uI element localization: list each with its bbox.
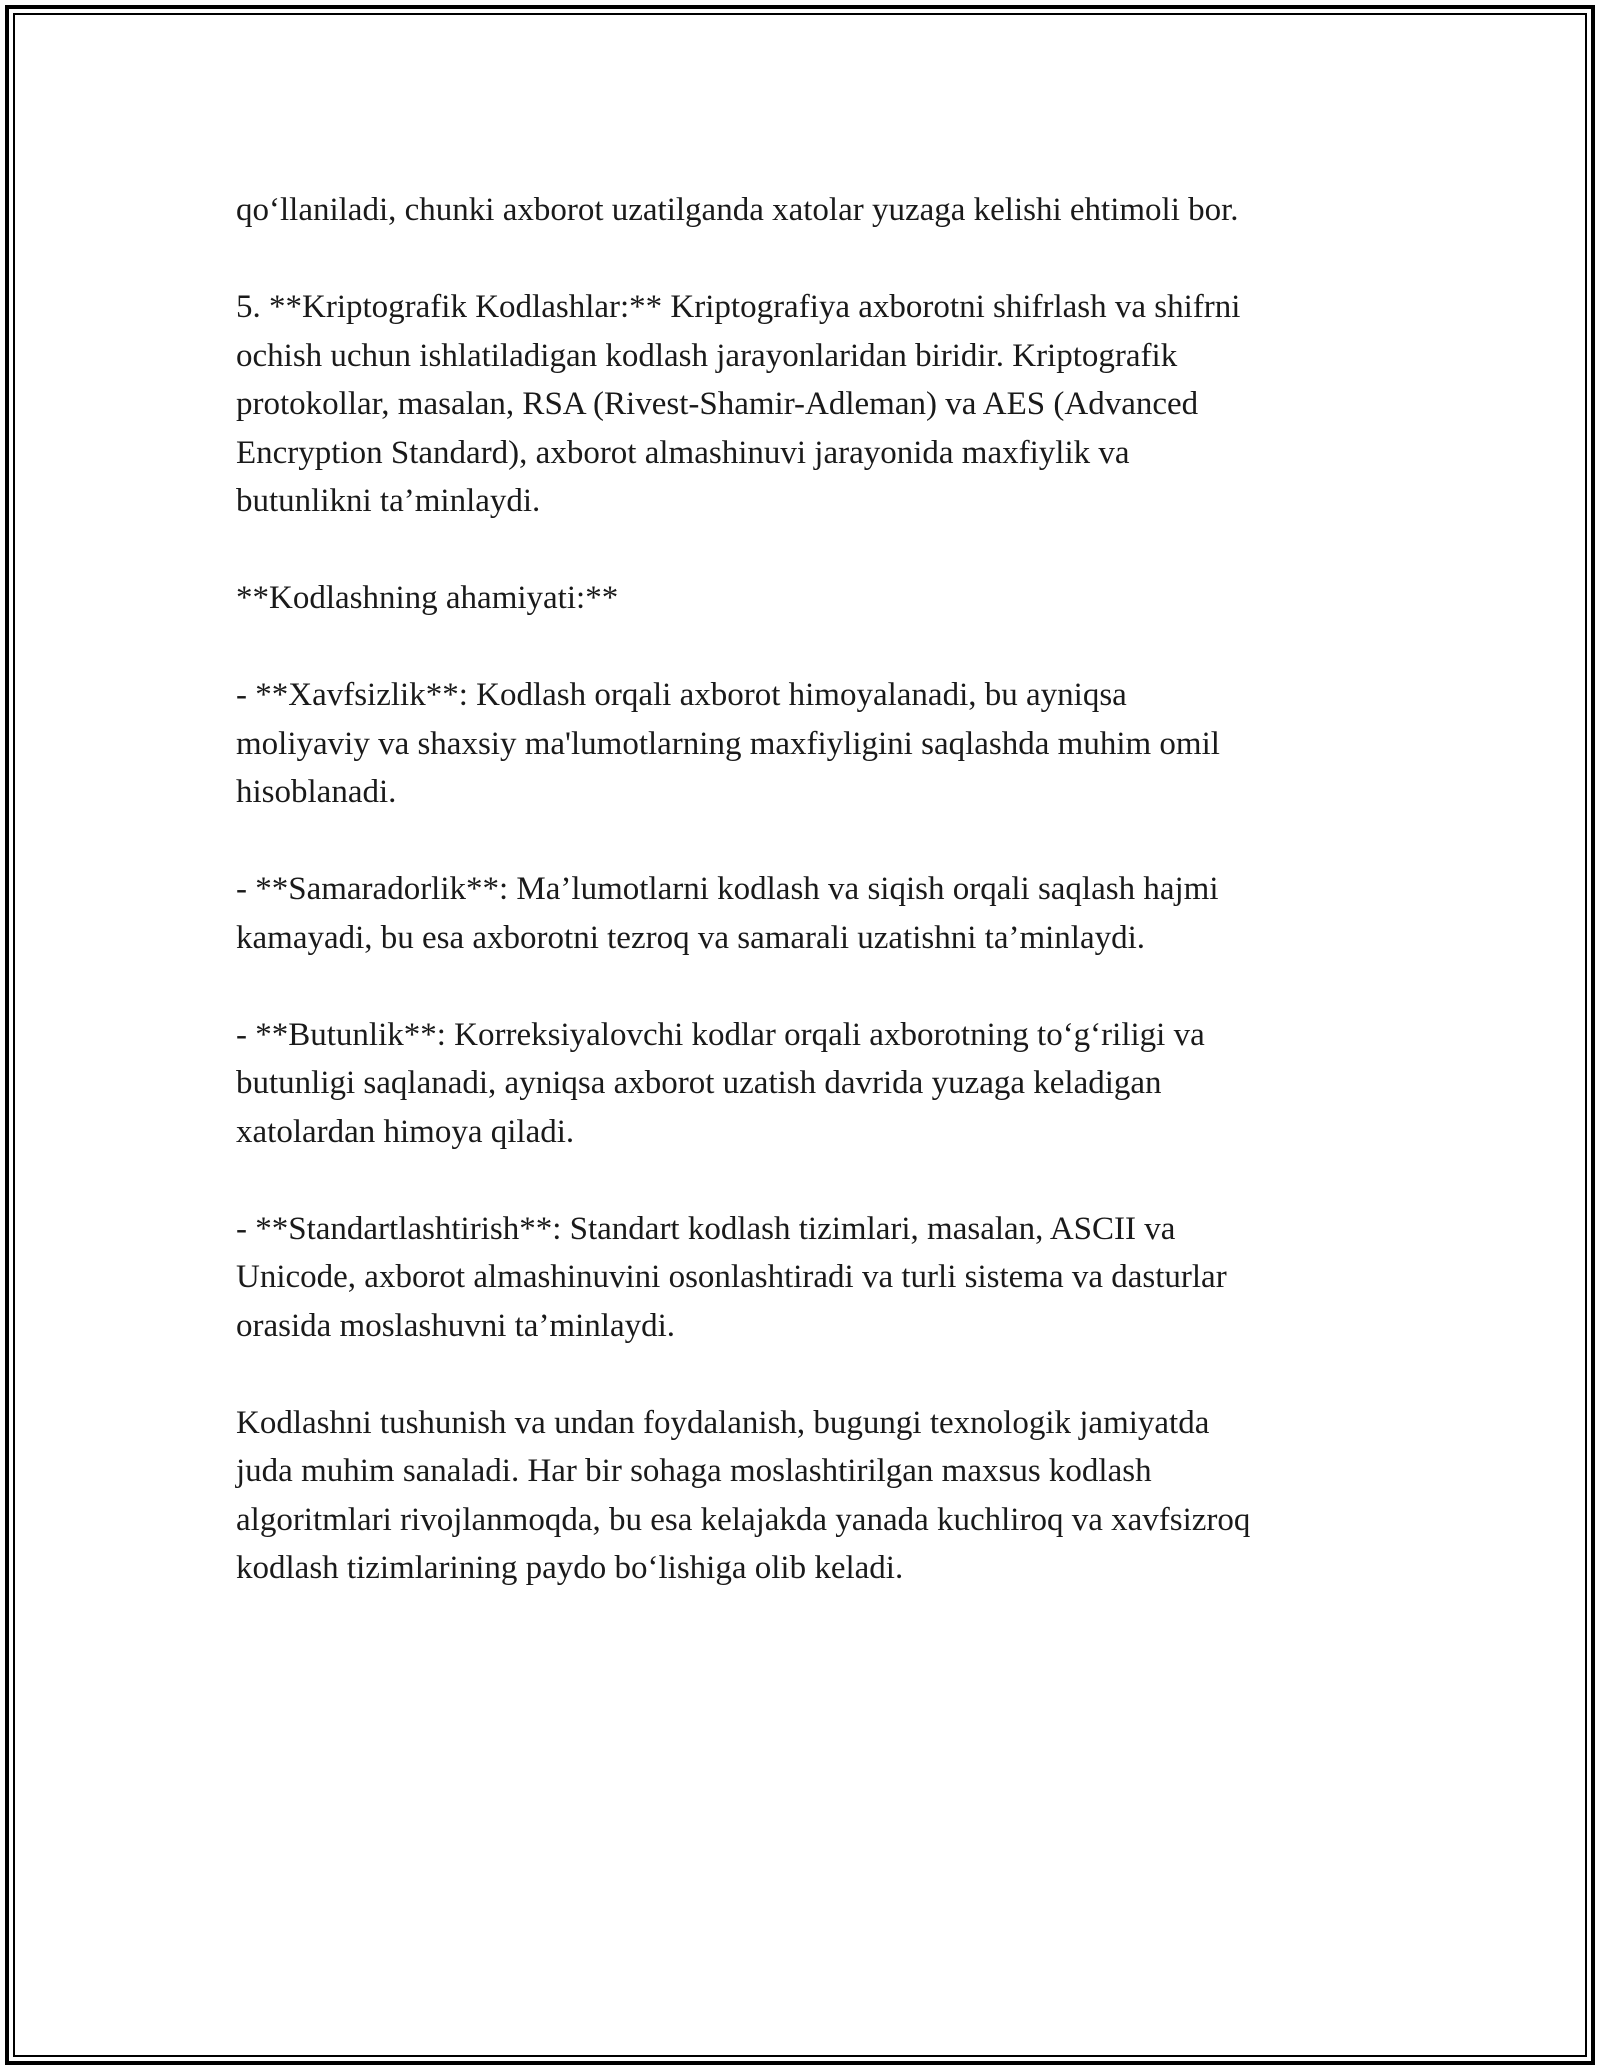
text-line: - **Butunlik**: Korreksiyalovchi kodlar orqali axborotning to‘g‘riligi va	[236, 1016, 1205, 1053]
text-line: protokollar, masalan, RSA (Rivest-Shamir-Adleman) va AES (Advanced	[236, 386, 1199, 422]
text-line: hisoblanadi.	[236, 774, 397, 810]
text-line: kodlash tizimlarining paydo bo‘lishiga olib keladi.	[236, 1550, 904, 1586]
text-line: Kodlashni tushunish va undan foydalanish, bugungi texnologik jamiyatda	[236, 1404, 1210, 1441]
text-line: moliyaviy va shaxsiy ma'lumotlarning maxfiyligini saqlashda muhim omil	[236, 725, 1220, 762]
document-body	[236, 186, 1371, 1593]
text-line: Encryption Standard), axborot almashinuvi jarayonida maxfiylik va	[236, 434, 1130, 471]
paragraph-item-5-kriptografik	[236, 283, 1371, 526]
paragraph-bullet-xavfsizlik	[236, 671, 1371, 817]
paragraph-bullet-butunlik	[236, 1011, 1371, 1157]
text-line: - **Xavfsizlik**: Kodlash orqali axborot himoyalanadi, bu ayniqsa	[236, 677, 1127, 713]
text-line: butunlikni ta’minlaydi.	[236, 483, 541, 519]
text-line: ochish uchun ishlatiladigan kodlash jarayonlaridan biridir. Kriptografik	[236, 337, 1178, 374]
paragraph-bullet-samaradorlik	[236, 865, 1371, 962]
text-line: orasida moslashuvni ta’minlaydi.	[236, 1307, 676, 1344]
text-line: xatolardan himoya qiladi.	[236, 1113, 575, 1150]
paragraph-heading-ahamiyati	[236, 574, 1371, 623]
text-line: 5. **Kriptografik Kodlashlar:** Kriptografiya axborotni shifrlash va shifrni	[236, 289, 1241, 325]
text-line: - **Standartlashtirish**: Standart kodlash tizimlari, masalan, ASCII va	[236, 1210, 1176, 1247]
text-line: butunligi saqlanadi, ayniqsa axborot uzatish davrida yuzaga keladigan	[236, 1065, 1162, 1101]
text-line: juda muhim sanaladi. Har bir sohaga moslashtirilgan maxsus kodlash	[236, 1453, 1152, 1489]
text-line: Unicode, axborot almashinuvini osonlashtiradi va turli sistema va dasturlar	[236, 1259, 1227, 1295]
paragraph-conclusion	[236, 1399, 1371, 1593]
text-line: qo‘llaniladi, chunki axborot uzatilganda xatolar yuzaga kelishi ehtimoli bor.	[236, 192, 1239, 228]
text-line: - **Samaradorlik**: Ma’lumotlarni kodlash va siqish orqali saqlash hajmi	[236, 871, 1219, 907]
text-line: algoritmlari rivojlanmoqda, bu esa kelajakda yanada kuchliroq va xavfsizroq	[236, 1501, 1251, 1538]
paragraph-continuation	[236, 186, 1371, 235]
text-line: **Kodlashning ahamiyati:**	[236, 580, 619, 616]
text-line: kamayadi, bu esa axborotni tezroq va samarali uzatishni ta’minlaydi.	[236, 919, 1146, 956]
paragraph-bullet-standartlashtirish	[236, 1205, 1371, 1351]
